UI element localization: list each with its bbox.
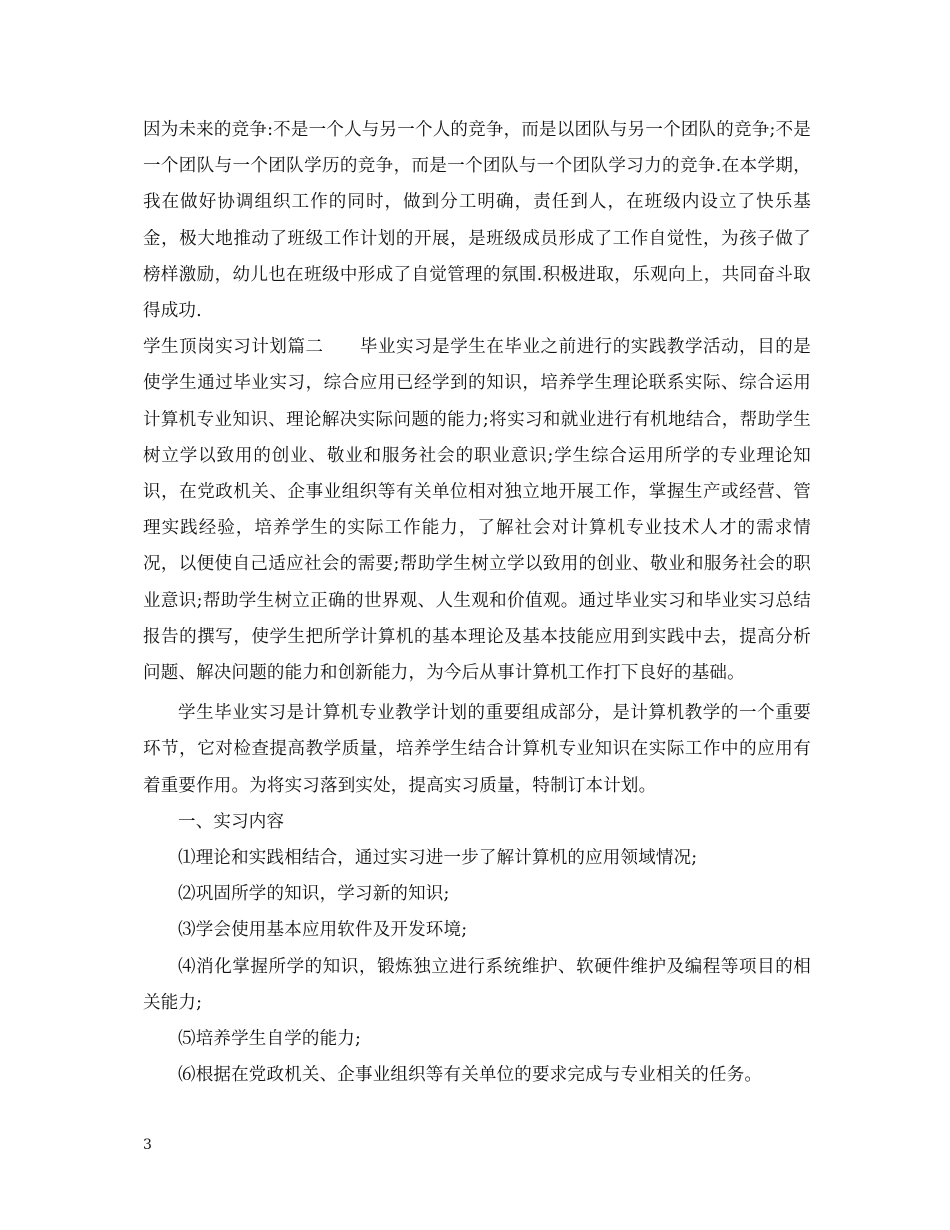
document-body [143, 112, 811, 1093]
page-number: 3 [143, 1137, 152, 1153]
paragraph-internship-text: 毕业实习是学生在毕业之前进行的实践教学活动，目的是使学生通过毕业实习，综合应用已经学到的知识，培养学生理论联系实际、综合运用计算机专业知识、理论解决实际问题的能力;将实习和就业进行有机地结合，帮助学生树立学以致用的创业、敬业和服务社会的职业意识;学生综合运用所学的专业理论知识，在党政机关、企事业组织等有关单位相对独立地开展工作，掌握生产或经营、管理实践经验，培养学生的实际工作能力，了解社会对计算机专业技术人才的需求情况，以便使自己适应社会的需要;帮助学生树立学以致用的创业、敬业和服务社会的职业意识;帮助学生树立正确的世界观、人生观和价值观。通过毕业实习和毕业实习总结报告的撰写，使学生把所学计算机的基本理论及基本技能应用到实践中去，提高分析问题、解决问题的能力和创新能力，为今后从事计算机工作打下良好的基础。 [143, 337, 812, 684]
paragraph-internship-plan [143, 329, 811, 691]
paragraph-intro: 因为未来的竞争:不是一个人与另一个人的竞争，而是以团队与另一个团队的竞争;不是一个团队与一个团队学历的竞争，而是一个团队与一个团队学习力的竞争.在本学期，我在做好协调组织工作的同时，做到分工明确，责任到人，在班级内设立了快乐基金，极大地推动了班级工作计划的开展，是班级成员形成了工作自觉性，为孩子做了榜样激励，幼儿也在班级中形成了自觉管理的氛围.积极进取，乐观向上，共同奋斗取得成功. [143, 120, 811, 322]
paragraph-importance: 学生毕业实习是计算机专业教学计划的重要组成部分，是计算机教学的一个重要环节，它对检查提高教学质量，培养学生结合计算机专业知识在实际工作中的应用有着重要作用。为将实习落到实处，提高实习质量，特制订本计划。 [143, 703, 811, 796]
list-item-6: ⑹根据在党政机关、企事业组织等有关单位的要求完成与专业相关的任务。 [178, 1065, 763, 1086]
list-item-2: ⑵巩固所学的知识，学习新的知识; [178, 884, 450, 905]
list-item-4: ⑷消化掌握所学的知识，锻炼独立进行系统维护、软硬件维护及编程等项目的相关能力; [143, 956, 811, 1013]
list-item-5: ⑸培养学生自学的能力; [178, 1029, 362, 1050]
list-item-1: ⑴理论和实践相结合，通过实习进一步了解计算机的应用领域情况; [178, 848, 698, 869]
section-heading: 学生顶岗实习计划篇二 [143, 337, 324, 358]
section-title-content: 一、实习内容 [178, 811, 285, 832]
list-item-3: ⑶学会使用基本应用软件及开发环境; [178, 920, 468, 941]
